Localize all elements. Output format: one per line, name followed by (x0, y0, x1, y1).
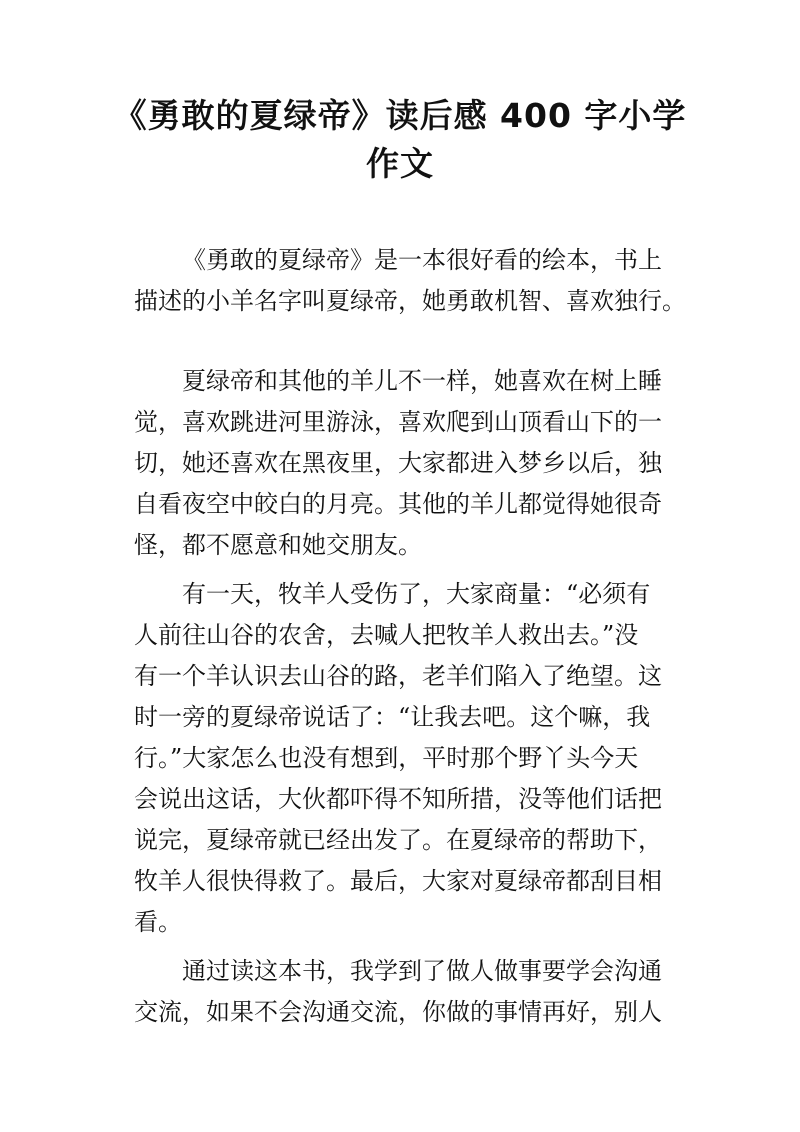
text-line: 人前往山谷的农舍，去喊人把牧羊人救出去。”没 (134, 621, 639, 649)
text-line: 牧羊人很快得救了。最后，大家对夏绿帝都刮目相 (134, 867, 662, 895)
paragraph-1 (134, 240, 686, 322)
text-line: 切，她还喜欢在黑夜里，大家都进入梦乡以后，独 (134, 449, 662, 477)
paragraph-2 (134, 361, 674, 566)
text-line: 会说出这话，大伙都吓得不知所措，没等他们话把 (134, 785, 662, 813)
text-line: 觉，喜欢跳进河里游泳，喜欢爬到山顶看山下的一 (134, 408, 662, 436)
text-line: 描述的小羊名字叫夏绿帝，她勇敢机智、喜欢独行。 (134, 287, 686, 315)
text-line: 《勇敢的夏绿帝》是一本很好看的绘本，书上 (182, 246, 662, 274)
text-line: 看。 (134, 908, 182, 936)
text-line: 有一天，牧羊人受伤了，大家商量：“必须有 (182, 580, 651, 608)
title-line: 《勇敢的夏绿帝》读后感 400 字小学 (113, 96, 687, 135)
text-line: 行。”大家怎么也没有想到，平时那个野丫头今天 (134, 744, 639, 772)
title-line: 作文 (366, 144, 434, 183)
paragraph-3 (134, 574, 674, 943)
text-line: 说完，夏绿帝就已经出发了。在夏绿帝的帮助下， (134, 826, 662, 854)
document-title (100, 92, 700, 188)
text-line: 怪，都不愿意和她交朋友。 (134, 531, 422, 559)
text-line: 夏绿帝和其他的羊儿不一样，她喜欢在树上睡 (182, 367, 662, 395)
text-line: 有一个羊认识去山谷的路，老羊们陷入了绝望。这 (134, 662, 662, 690)
text-line: 时一旁的夏绿帝说话了：“让我去吧。这个嘛，我 (134, 703, 651, 731)
text-line: 交流，如果不会沟通交流，你做的事情再好，别人 (134, 998, 662, 1026)
text-line: 自看夜空中皎白的月亮。其他的羊儿都觉得她很奇 (134, 490, 662, 518)
text-line: 通过读这本书，我学到了做人做事要学会沟通 (182, 957, 662, 985)
paragraph-4 (134, 951, 674, 1033)
